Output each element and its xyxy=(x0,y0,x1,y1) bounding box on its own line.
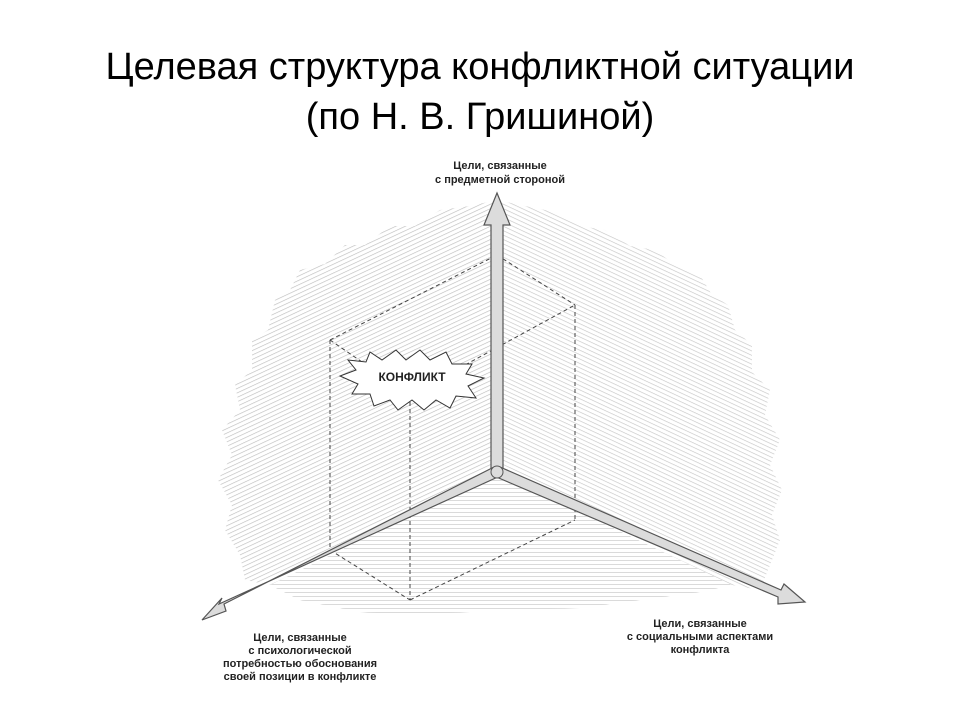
axis-top-label-line-2: с предметной стороной xyxy=(435,174,565,186)
title-line-1: Целевая структура конфликтной ситуации xyxy=(105,46,855,88)
axis-left-label-line-1: Цели, связанные xyxy=(253,632,347,644)
axis-left-label-line-3: потребностью обоснования xyxy=(222,658,378,670)
axis-right-label-line-2: с социальными аспектами xyxy=(626,631,774,643)
axis-left-label-line-4: своей позиции в конфликте xyxy=(223,671,377,683)
title-line-2: (по Н. В. Гришиной) xyxy=(305,96,655,138)
axis-left-label-line-2: с психологической xyxy=(248,645,352,657)
axis-right-label-line-3: конфликта xyxy=(670,644,730,656)
conflict-label: КОНФЛИКТ xyxy=(378,370,446,384)
axis-top-label-line-1: Цели, связанные xyxy=(453,160,547,172)
axis-right-label-line-1: Цели, связанные xyxy=(653,618,747,630)
